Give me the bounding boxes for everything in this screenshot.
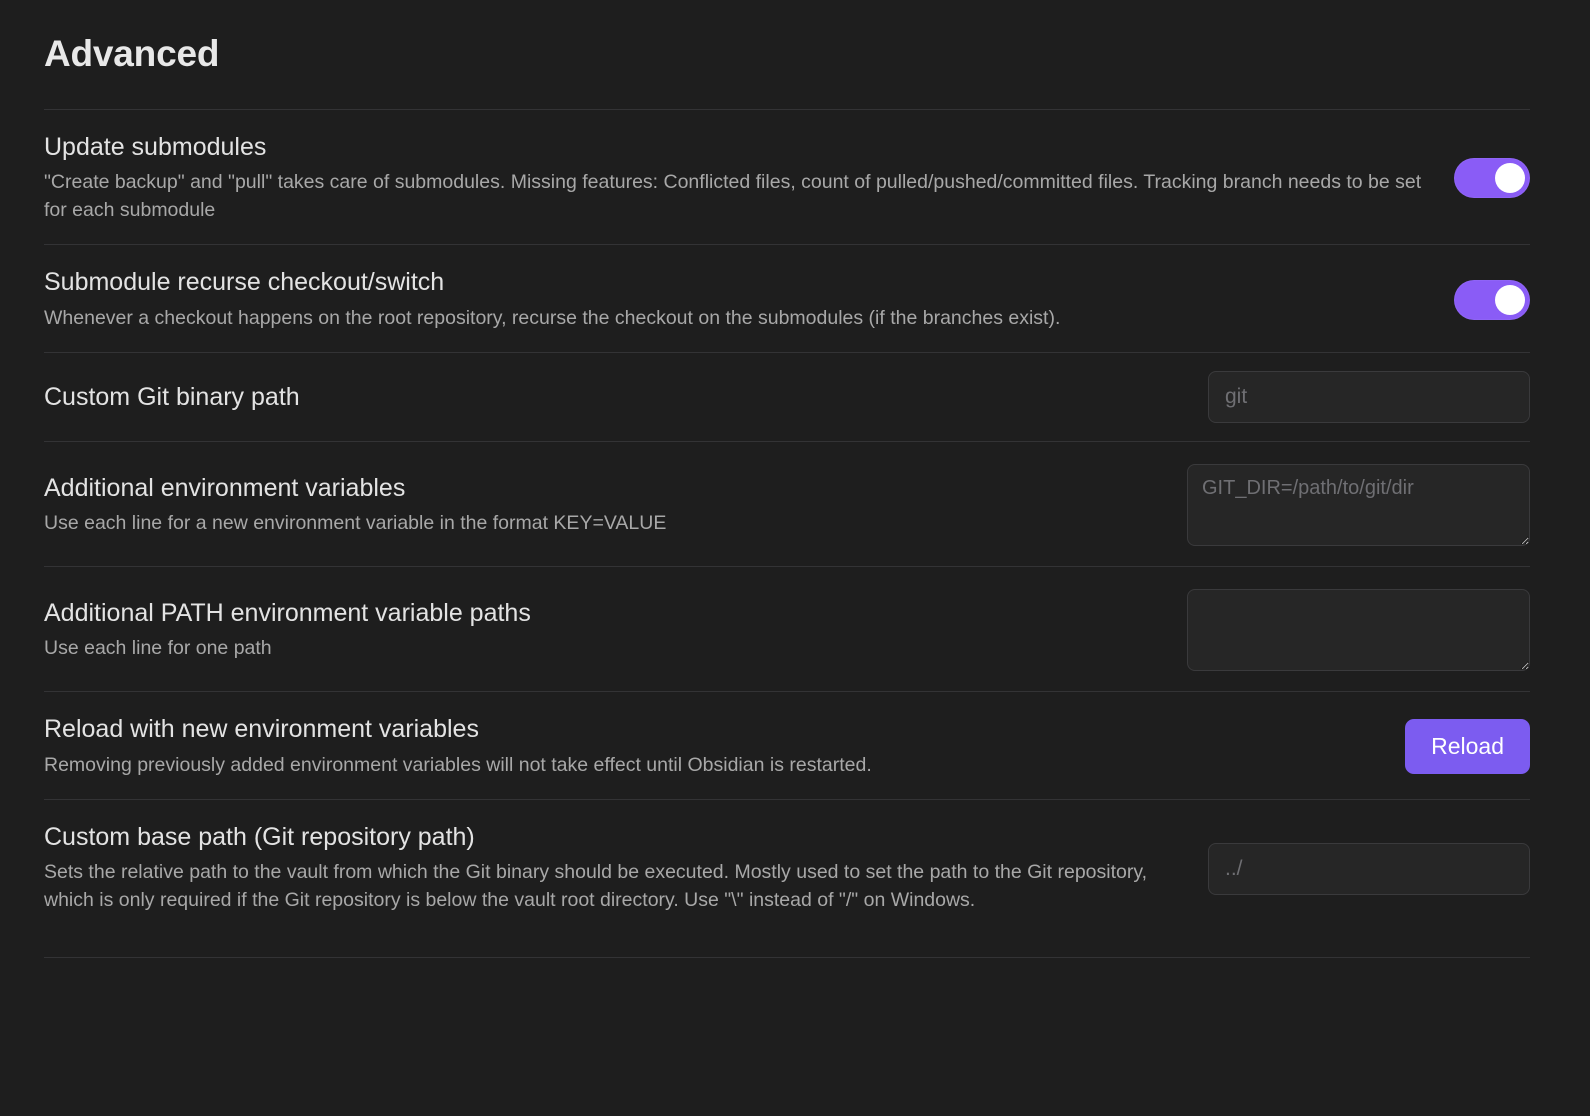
custom-base-path-input[interactable] bbox=[1208, 843, 1530, 895]
setting-description: Removing previously added environment variables will not take effect until Obsidian is restarted. bbox=[44, 753, 872, 776]
setting-description: Whenever a checkout happens on the root repository, recurse the checkout on the submodules (if the branches exist). bbox=[44, 306, 1061, 329]
setting-control bbox=[1208, 371, 1530, 423]
setting-info bbox=[44, 267, 1430, 332]
setting-control bbox=[1454, 280, 1530, 320]
setting-name: Update submodules bbox=[44, 132, 267, 161]
setting-info bbox=[44, 598, 1163, 663]
setting-name: Submodule recurse checkout/switch bbox=[44, 268, 445, 297]
toggle-knob bbox=[1495, 163, 1525, 193]
setting-control bbox=[1405, 719, 1530, 774]
submodule-recurse-checkout-toggle[interactable] bbox=[1454, 280, 1530, 320]
setting-submodule-recurse-checkout bbox=[44, 244, 1530, 352]
toggle-knob bbox=[1495, 285, 1525, 315]
reload-button[interactable]: Reload bbox=[1405, 719, 1530, 774]
setting-info bbox=[44, 132, 1430, 225]
setting-info bbox=[44, 714, 1381, 779]
update-submodules-toggle[interactable] bbox=[1454, 158, 1530, 198]
setting-reload-with-new-environment-variables bbox=[44, 691, 1530, 799]
setting-description: Use each line for one path bbox=[44, 637, 272, 660]
setting-custom-git-binary-path bbox=[44, 352, 1530, 441]
setting-info bbox=[44, 822, 1184, 915]
setting-name: Additional PATH environment variable paths bbox=[44, 598, 531, 627]
section-divider bbox=[44, 957, 1530, 958]
setting-name: Additional environment variables bbox=[44, 473, 406, 502]
additional-path-environment-variable-paths-textarea[interactable] bbox=[1187, 589, 1530, 671]
setting-additional-environment-variables bbox=[44, 441, 1530, 566]
setting-control bbox=[1208, 843, 1530, 895]
setting-info bbox=[44, 473, 1163, 538]
setting-description: Sets the relative path to the vault from which the Git binary should be executed. Mostly used to set the path to the Git repository, which is only required if the Git repository is below the vault root directory. Use "\" instead of "/" on Windows. bbox=[44, 861, 1148, 912]
setting-additional-path-environment-variable-paths bbox=[44, 566, 1530, 691]
setting-name: Custom base path (Git repository path) bbox=[44, 823, 475, 852]
custom-git-binary-path-input[interactable] bbox=[1208, 371, 1530, 423]
page-title: Advanced bbox=[44, 33, 220, 74]
setting-control bbox=[1187, 464, 1530, 546]
additional-environment-variables-textarea[interactable] bbox=[1187, 464, 1530, 546]
setting-name: Custom Git binary path bbox=[44, 382, 300, 411]
setting-name: Reload with new environment variables bbox=[44, 715, 479, 744]
setting-description: "Create backup" and "pull" takes care of submodules. Missing features: Conflicted files, count of pulled/pushed/committed files. Tracking branch needs to be set for each submodule bbox=[44, 170, 1422, 221]
setting-control bbox=[1454, 158, 1530, 198]
setting-custom-base-path bbox=[44, 799, 1530, 935]
setting-info bbox=[44, 382, 1184, 413]
setting-update-submodules bbox=[44, 109, 1530, 245]
setting-description: Use each line for a new environment variable in the format KEY=VALUE bbox=[44, 512, 667, 535]
setting-control bbox=[1187, 589, 1530, 671]
